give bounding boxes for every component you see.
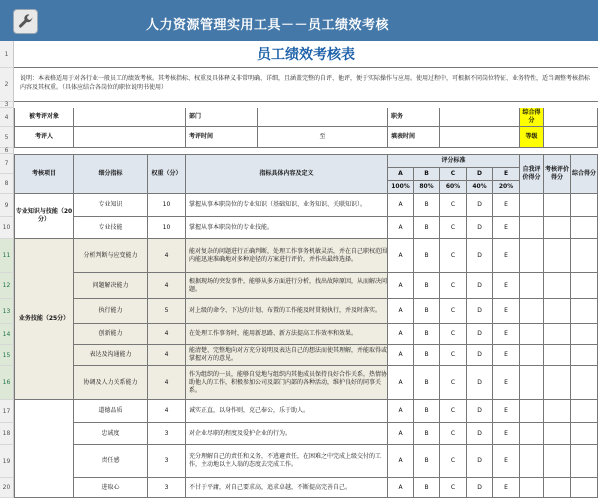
assess-time-label: 考评时间 [186,127,258,148]
definition-cell[interactable]: 作为组织的一员，能够自觉地与组织内其他成员保持良好合作关系，热情协助他人的工作，积极参加公司及部门内部的各种活动，维护良好的同事关系。 [186,366,388,400]
header-peer-score: 考核评价得分 [544,154,571,194]
grade-option-cell[interactable]: A [388,423,414,445]
total-score-cell[interactable] [571,400,598,423]
header-definition: 指标具体内容及定义 [186,154,388,194]
peer-score-cell[interactable] [544,273,571,299]
total-score-cell[interactable] [571,299,598,324]
assessor-value-cell[interactable] [74,127,186,148]
grade-option-cell[interactable]: C [440,324,467,345]
grade-option-cell[interactable]: C [440,299,467,324]
weight-cell[interactable]: 4 [148,324,186,345]
indicator-cell[interactable]: 责任感 [74,445,148,478]
grade-option-cell[interactable]: A [388,478,414,498]
grade-option-cell[interactable]: C [440,423,467,445]
self-score-cell[interactable] [520,445,544,478]
grade-option-cell[interactable]: B [414,345,440,366]
position-value-cell[interactable] [440,108,520,127]
row-header[interactable]: 18 [0,423,14,445]
row-header[interactable]: 2 [0,68,14,102]
weight-cell[interactable]: 4 [148,273,186,299]
grade-option-cell[interactable]: D [467,324,493,345]
header-self-score: 自我评价得分 [520,154,544,194]
grade-option-cell[interactable]: B [414,273,440,299]
row-header[interactable]: 8 [0,174,14,194]
header-criteria: 评分标准 [388,154,520,168]
definition-cell[interactable]: 能对复杂的问题进行正确判断，处理工作事务机敏灵活，并在自己职权范围内能迅速准确地对多种途径的方案进行评价，并作出最终选择。 [186,239,388,273]
self-score-cell[interactable] [520,423,544,445]
peer-score-cell[interactable] [544,478,571,498]
definition-cell[interactable]: 对企业尽职的程度及爱护企业的行为。 [186,423,388,445]
grade-header-e: E [493,168,520,181]
grade-option-cell[interactable]: E [493,366,520,400]
weight-cell[interactable]: 3 [148,478,186,498]
total-score-cell[interactable] [571,345,598,366]
grade-option-cell[interactable]: B [414,194,440,217]
row-header[interactable]: 7 [0,154,14,174]
grade-option-cell[interactable]: C [440,445,467,478]
total-score-cell[interactable] [571,239,598,273]
definition-cell[interactable]: 根据现场的突发事件，能够从多方面进行分析，找出故障原因，从而解决问题。 [186,273,388,299]
weight-cell[interactable]: 10 [148,194,186,217]
definition-cell[interactable]: 对上级的命令、下达的计划、布置的工作能及时贯彻执行，并及时落实。 [186,299,388,324]
weight-cell[interactable]: 4 [148,239,186,273]
grade-option-cell[interactable]: B [414,239,440,273]
grade-option-cell[interactable]: A [388,217,414,239]
row-header[interactable]: 3 [0,102,14,108]
row-header[interactable]: 20 [0,478,14,498]
self-score-cell[interactable] [520,194,544,217]
department-label: 部门 [186,108,258,127]
grade-option-cell[interactable]: D [467,445,493,478]
indicator-cell[interactable]: 专业知识 [74,194,148,217]
grade-option-cell[interactable]: D [467,273,493,299]
grade-option-cell[interactable]: A [388,299,414,324]
weight-cell[interactable]: 4 [148,366,186,400]
grade-option-cell[interactable]: D [467,299,493,324]
header-indicator: 细分指标 [74,154,148,194]
percent-header-20: 20% [493,181,520,194]
grade-option-cell[interactable]: C [440,345,467,366]
weight-cell[interactable]: 10 [148,217,186,239]
assess-time-range[interactable]: 至 [258,127,388,148]
percent-header-80: 80% [414,181,440,194]
indicator-cell[interactable]: 表达及沟通能力 [74,345,148,366]
indicator-cell[interactable]: 道德品质 [74,400,148,423]
row-header[interactable]: 14 [0,324,14,345]
grade-option-cell[interactable]: C [440,239,467,273]
total-score-cell[interactable] [571,445,598,478]
grade-option-cell[interactable]: C [440,273,467,299]
grade-option-cell[interactable]: D [467,478,493,498]
row-header[interactable]: 13 [0,299,14,324]
weight-cell[interactable]: 3 [148,445,186,478]
grade-option-cell[interactable]: A [388,345,414,366]
peer-score-cell[interactable] [544,217,571,239]
peer-score-cell[interactable] [544,400,571,423]
total-score-cell[interactable] [571,217,598,239]
indicator-cell[interactable]: 问题解决能力 [74,273,148,299]
indicator-cell[interactable]: 忠诚度 [74,423,148,445]
app-title-bar [0,0,598,41]
self-score-cell[interactable] [520,324,544,345]
grade-option-cell[interactable]: E [493,478,520,498]
grade-option-cell[interactable]: E [493,299,520,324]
wrench-icon [17,13,34,30]
total-score-cell[interactable] [571,423,598,445]
grade-option-cell[interactable]: D [467,345,493,366]
definition-cell[interactable]: 能清楚、完整地向对方充分说明及表达自己的想法而使其理解，并能取得或掌握对方的意见。 [186,345,388,366]
peer-score-cell[interactable] [544,239,571,273]
grade-option-cell[interactable]: E [493,194,520,217]
row-header[interactable]: 5 [0,127,14,148]
peer-score-cell[interactable] [544,324,571,345]
grade-value-cell[interactable] [544,127,598,148]
self-score-cell[interactable] [520,217,544,239]
header-total-score: 综合得分 [571,154,598,194]
grade-option-cell[interactable]: A [388,366,414,400]
definition-cell[interactable]: 掌握从事本职岗位的专业技能。 [186,217,388,239]
definition-cell[interactable]: 充分理解自己的责任和义务，不逃避责任，在困难之中完成上级交付的工作，主动地以主人翁的态度去完成工作。 [186,445,388,478]
grade-option-cell[interactable]: C [440,366,467,400]
peer-score-cell[interactable] [544,366,571,400]
grade-option-cell[interactable]: D [467,400,493,423]
grade-option-cell[interactable]: B [414,445,440,478]
grade-option-cell[interactable]: E [493,324,520,345]
grade-label: 等级 [520,127,544,148]
total-score-cell[interactable] [571,273,598,299]
total-score-cell[interactable] [571,324,598,345]
section-project-business[interactable]: 业务技能（25分） [14,239,74,400]
row-header[interactable]: 6 [0,148,14,154]
row-header[interactable]: 19 [0,445,14,478]
grade-header-c: C [440,168,467,181]
self-score-cell[interactable] [520,366,544,400]
indicator-cell[interactable]: 执行能力 [74,299,148,324]
total-score-cell[interactable] [571,478,598,498]
peer-score-cell[interactable] [544,194,571,217]
row-header[interactable]: 16 [0,366,14,400]
definition-cell[interactable]: 掌握从事本职岗位的专业知识（基础知识、业务知识、关联知识）。 [186,194,388,217]
grade-option-cell[interactable]: B [414,299,440,324]
grade-header-b: B [414,168,440,181]
position-label: 职务 [388,108,440,127]
grade-option-cell[interactable]: C [440,217,467,239]
indicator-cell[interactable]: 进取心 [74,478,148,498]
self-score-cell[interactable] [520,239,544,273]
grade-option-cell[interactable]: E [493,445,520,478]
grade-option-cell[interactable]: A [388,194,414,217]
self-score-cell[interactable] [520,478,544,498]
grade-option-cell[interactable]: A [388,273,414,299]
section-project-attitude[interactable] [14,400,74,498]
fill-time-label: 填表时间 [388,127,440,148]
description-text[interactable]: 说明：本表格适用于对各行业一般员工的绩效考核。其考核指标、权重及具体释义非常明确、详细，且涵盖完整的自评、他评，便于实际操作与应用。使用过程中，可根据不同岗位特征、业务特性，适当调整考核指标内容及其权重。（具体应结合各岗位的职位说明书使用） [14,68,598,102]
total-score-cell[interactable] [571,366,598,400]
definition-cell[interactable]: 不甘于平庸，对自己要求高，追求卓越，不断提高完善自己。 [186,478,388,498]
grade-option-cell[interactable]: E [493,400,520,423]
weight-cell[interactable]: 5 [148,299,186,324]
sheet-title[interactable]: 员工绩效考核表 [14,41,598,68]
grade-option-cell[interactable]: E [493,239,520,273]
grade-option-cell[interactable]: C [440,400,467,423]
indicator-cell[interactable]: 分析判断与应变能力 [74,239,148,273]
grade-option-cell[interactable]: C [440,194,467,217]
assessee-label: 被考评对象 [14,108,74,127]
grade-header-a: A [388,168,414,181]
self-score-cell[interactable] [520,273,544,299]
grade-option-cell[interactable]: B [414,478,440,498]
grade-option-cell[interactable]: B [414,423,440,445]
assessee-value-cell[interactable] [74,108,186,127]
grade-option-cell[interactable]: C [440,478,467,498]
percent-header-100: 100% [388,181,414,194]
peer-score-cell[interactable] [544,445,571,478]
tools-button[interactable] [13,9,38,34]
indicator-cell[interactable]: 专业技能 [74,217,148,239]
self-score-cell[interactable] [520,400,544,423]
header-weight: 权重（分） [148,154,186,194]
row-header[interactable]: 9 [0,194,14,217]
row-header[interactable]: 15 [0,345,14,366]
grade-option-cell[interactable]: A [388,239,414,273]
weight-cell[interactable]: 3 [148,423,186,445]
self-score-cell[interactable] [520,299,544,324]
header-project: 考核项目 [14,154,74,194]
grade-option-cell[interactable]: E [493,345,520,366]
weight-cell[interactable]: 4 [148,400,186,423]
row-header[interactable]: 4 [0,108,14,127]
weight-cell[interactable]: 4 [148,345,186,366]
peer-score-cell[interactable] [544,345,571,366]
total-score-value-cell[interactable] [544,108,598,127]
grade-option-cell[interactable]: D [467,217,493,239]
grade-option-cell[interactable]: D [467,366,493,400]
percent-header-60: 60% [440,181,467,194]
grade-option-cell[interactable]: D [467,194,493,217]
grade-option-cell[interactable]: E [493,423,520,445]
peer-score-cell[interactable] [544,299,571,324]
grade-option-cell[interactable]: D [467,423,493,445]
app-title: 人力资源管理实用工具－－员工绩效考核 [146,18,390,33]
row-header[interactable]: 11 [0,239,14,273]
row-header[interactable]: 1 [0,41,14,68]
fill-time-value-cell[interactable] [440,127,520,148]
definition-cell[interactable]: 诚实正直，以身作则，克己奉公，乐于助人。 [186,400,388,423]
total-score-cell[interactable] [571,194,598,217]
row-header[interactable]: 10 [0,217,14,239]
indicator-cell[interactable]: 协调及人力关系能力 [74,366,148,400]
grade-option-cell[interactable]: A [388,445,414,478]
grade-option-cell[interactable]: D [467,239,493,273]
department-value-cell[interactable] [258,108,388,127]
row-header[interactable]: 12 [0,273,14,299]
grade-option-cell[interactable]: B [414,400,440,423]
grade-option-cell[interactable]: B [414,217,440,239]
grade-option-cell[interactable]: A [388,400,414,423]
assessor-label: 考评人 [14,127,74,148]
total-score-label: 综合得分 [520,108,544,127]
indicator-cell[interactable]: 创新能力 [74,324,148,345]
percent-header-40: 40% [467,181,493,194]
grade-option-cell[interactable]: B [414,324,440,345]
peer-score-cell[interactable] [544,423,571,445]
grade-option-cell[interactable]: E [493,273,520,299]
grade-option-cell[interactable]: B [414,366,440,400]
grade-option-cell[interactable]: A [388,324,414,345]
section-project-professional[interactable]: 专业知识与技能（20分） [14,194,74,239]
grade-header-d: D [467,168,493,181]
definition-cell[interactable]: 在处理工作事务时，能用新思路、新方法提高工作效率和效果。 [186,324,388,345]
row-header[interactable]: 17 [0,400,14,423]
grade-option-cell[interactable]: E [493,217,520,239]
self-score-cell[interactable] [520,345,544,366]
